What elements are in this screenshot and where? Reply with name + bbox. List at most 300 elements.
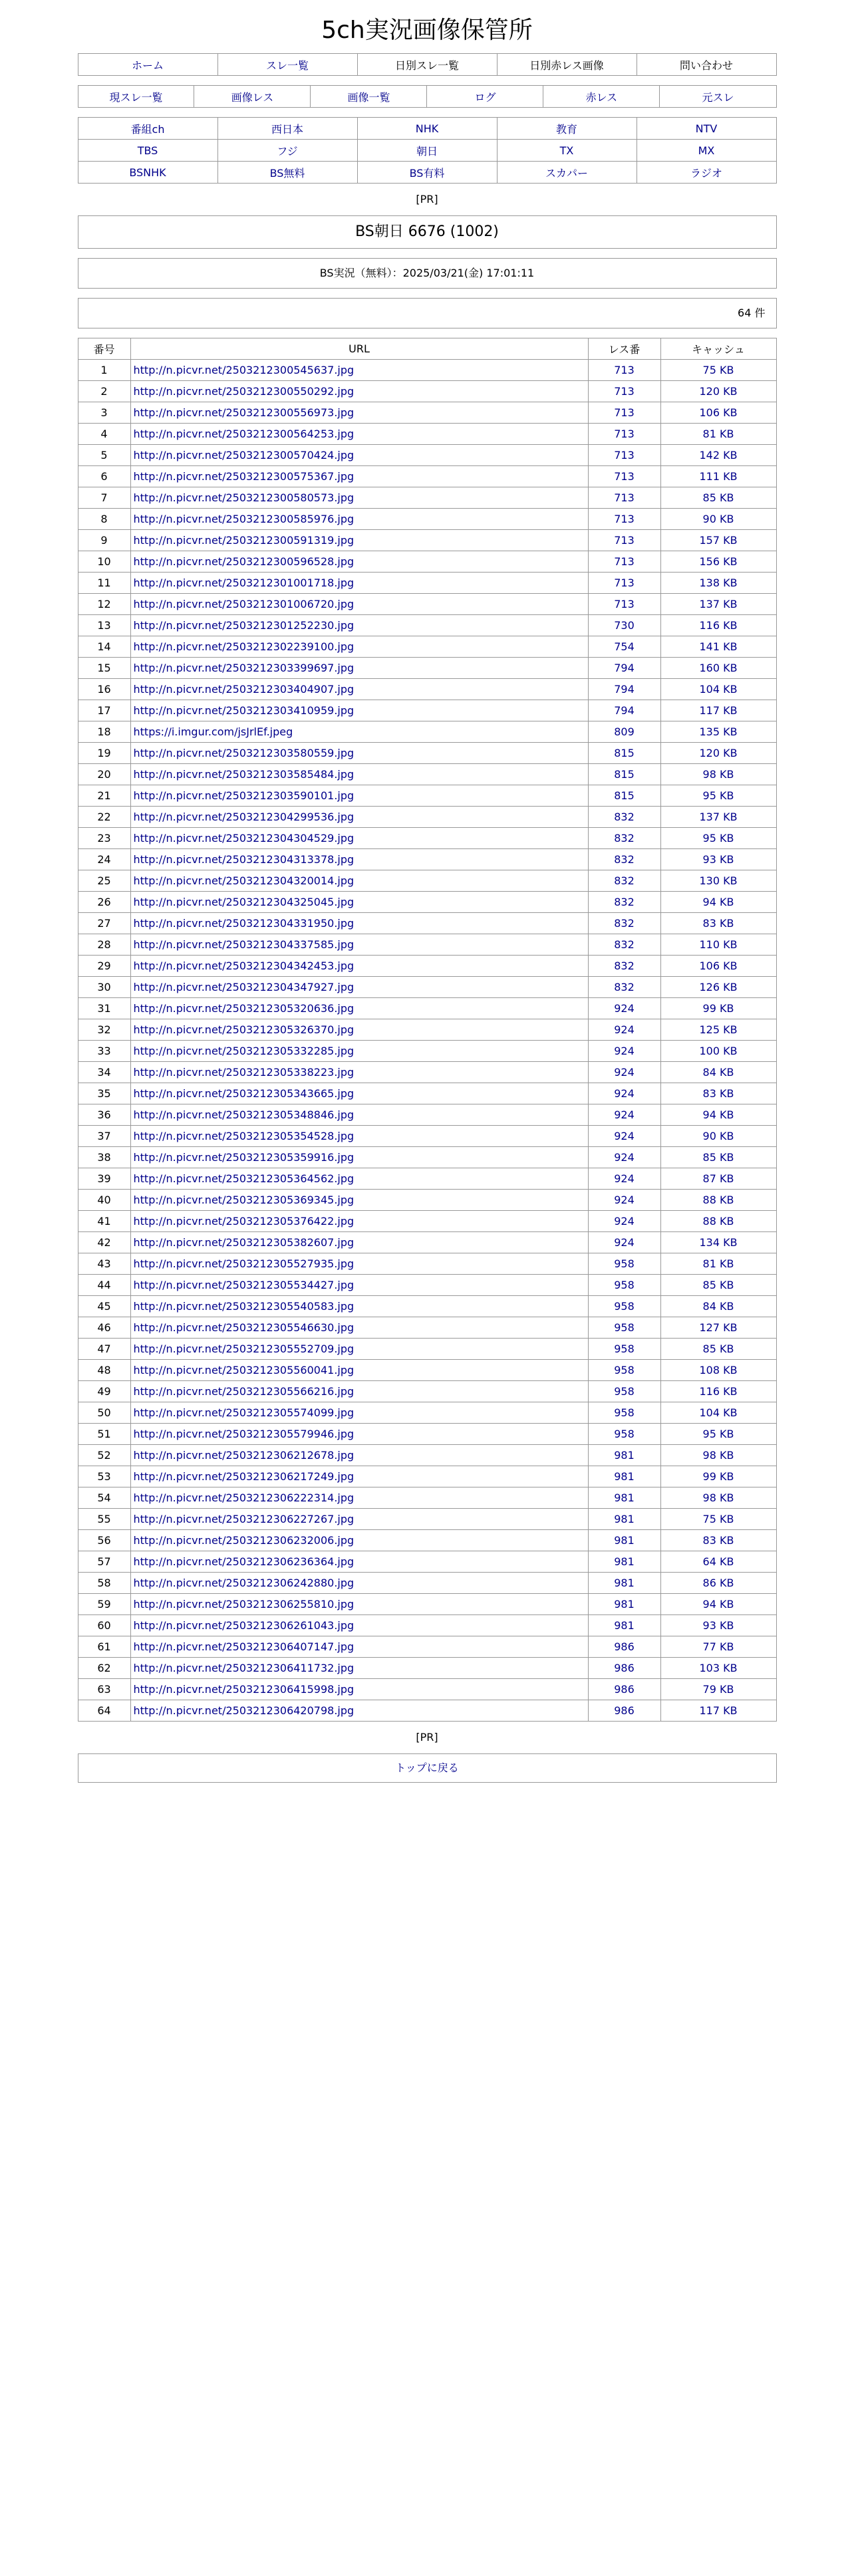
row-res-number[interactable]: 924 (588, 1211, 660, 1232)
row-cache-size[interactable]: 99 KB (660, 1466, 776, 1487)
channel-cell (217, 118, 357, 140)
subnav-red-res-link[interactable]: 赤レス (585, 90, 618, 104)
row-cache-size[interactable]: 134 KB (660, 1232, 776, 1253)
row-cache-size[interactable]: 106 KB (660, 956, 776, 977)
row-res-number[interactable]: 924 (588, 1104, 660, 1126)
image-url-link[interactable]: http://n.picvr.net/2503212300556973.jpg (133, 406, 355, 419)
row-res-number[interactable]: 986 (588, 1679, 660, 1700)
row-cache-size[interactable]: 120 KB (660, 743, 776, 764)
pr-label-top: [PR] (416, 193, 438, 205)
image-url-link[interactable]: http://n.picvr.net/2503212305560041.jpg (133, 1364, 355, 1376)
row-cache-size[interactable]: 85 KB (660, 1275, 776, 1296)
table-row (78, 509, 776, 530)
subnav-cell-log (427, 86, 543, 108)
row-res-number[interactable]: 713 (588, 594, 660, 615)
row-res-number[interactable]: 958 (588, 1424, 660, 1445)
row-cache-size[interactable]: 75 KB (660, 360, 776, 381)
row-url-cell (130, 1424, 588, 1445)
row-cache-size[interactable]: 84 KB (660, 1062, 776, 1083)
image-url-link[interactable]: http://n.picvr.net/2503212303404907.jpg (133, 683, 355, 696)
row-number: 31 (78, 998, 130, 1019)
row-res-number[interactable]: 958 (588, 1402, 660, 1424)
image-url-link[interactable]: http://n.picvr.net/2503212301001718.jpg (133, 577, 355, 589)
row-number: 25 (78, 870, 130, 892)
image-url-link[interactable]: http://n.picvr.net/2503212303590101.jpg (133, 789, 355, 802)
row-cache-size[interactable]: 103 KB (660, 1658, 776, 1679)
image-url-link[interactable]: http://n.picvr.net/2503212300564253.jpg (133, 428, 355, 440)
row-cache-size[interactable]: 85 KB (660, 1339, 776, 1360)
row-cache-size[interactable]: 64 KB (660, 1551, 776, 1573)
row-url-cell (130, 721, 588, 743)
image-url-link[interactable]: http://n.picvr.net/2503212306232006.jpg (133, 1534, 355, 1547)
row-cache-size[interactable]: 98 KB (660, 764, 776, 785)
nav-thread-list-link[interactable]: スレ一覧 (265, 59, 309, 72)
row-res-number[interactable]: 832 (588, 934, 660, 956)
channel-link-asahi[interactable]: 朝日 (416, 144, 438, 158)
row-res-number[interactable]: 713 (588, 424, 660, 445)
row-cache-size[interactable]: 104 KB (660, 1402, 776, 1424)
table-row (78, 1700, 776, 1722)
row-number: 19 (78, 743, 130, 764)
row-res-number[interactable]: 713 (588, 573, 660, 594)
row-res-number[interactable]: 832 (588, 849, 660, 870)
row-res-number[interactable]: 981 (588, 1487, 660, 1509)
row-url-cell (130, 551, 588, 573)
row-cache-size[interactable]: 138 KB (660, 573, 776, 594)
image-url-link[interactable]: http://n.picvr.net/2503212303585484.jpg (133, 768, 355, 781)
row-cache-size[interactable]: 88 KB (660, 1211, 776, 1232)
row-cache-size[interactable]: 83 KB (660, 1083, 776, 1104)
row-cache-size[interactable]: 104 KB (660, 679, 776, 700)
row-cache-size[interactable]: 85 KB (660, 487, 776, 509)
row-cache-size[interactable]: 137 KB (660, 807, 776, 828)
row-res-number[interactable]: 981 (588, 1445, 660, 1466)
row-number: 38 (78, 1147, 130, 1168)
table-row (78, 551, 776, 573)
back-to-top-link[interactable]: トップに戻る (395, 1761, 459, 1774)
channel-cell (78, 118, 217, 140)
image-url-link[interactable]: http://n.picvr.net/2503212300545637.jpg (133, 364, 355, 376)
row-url-cell (130, 849, 588, 870)
image-url-link[interactable]: http://n.picvr.net/2503212306407147.jpg (133, 1640, 355, 1653)
table-row (78, 1168, 776, 1190)
nav-cell-daily-red (497, 54, 637, 76)
image-url-link[interactable]: http://n.picvr.net/2503212303410959.jpg (133, 704, 355, 717)
row-number: 18 (78, 721, 130, 743)
row-cache-size[interactable]: 116 KB (660, 1381, 776, 1402)
image-url-link[interactable]: http://n.picvr.net/2503212305382607.jpg (133, 1236, 355, 1249)
row-number: 16 (78, 679, 130, 700)
image-url-link[interactable]: http://n.picvr.net/2503212304342453.jpg (133, 960, 355, 972)
image-url-link[interactable]: http://n.picvr.net/2503212301252230.jpg (133, 619, 355, 632)
channel-cell (217, 162, 357, 184)
image-url-link[interactable]: http://n.picvr.net/2503212306222314.jpg (133, 1491, 355, 1504)
row-res-number[interactable]: 713 (588, 509, 660, 530)
row-cache-size[interactable]: 85 KB (660, 1147, 776, 1168)
channel-link-bangumi[interactable]: 番組ch (130, 122, 165, 136)
row-res-number[interactable]: 981 (588, 1615, 660, 1636)
image-url-link[interactable]: http://n.picvr.net/2503212302239100.jpg (133, 640, 355, 653)
row-cache-size[interactable]: 157 KB (660, 530, 776, 551)
row-number: 30 (78, 977, 130, 998)
row-cache-size[interactable]: 93 KB (660, 1615, 776, 1636)
row-cache-size[interactable]: 79 KB (660, 1679, 776, 1700)
table-row (78, 1083, 776, 1104)
row-cache-size[interactable]: 95 KB (660, 1424, 776, 1445)
row-cache-size[interactable]: 111 KB (660, 466, 776, 487)
image-url-link[interactable]: http://n.picvr.net/2503212305320636.jpg (133, 1002, 355, 1015)
row-res-number[interactable]: 958 (588, 1275, 660, 1296)
row-res-number[interactable]: 832 (588, 807, 660, 828)
row-res-number[interactable]: 924 (588, 1168, 660, 1190)
row-res-number[interactable]: 981 (588, 1466, 660, 1487)
row-cache-size[interactable]: 83 KB (660, 1530, 776, 1551)
row-number: 13 (78, 615, 130, 636)
channel-link-tx[interactable]: TX (559, 144, 574, 157)
channel-link-ntv[interactable]: NTV (695, 122, 718, 135)
image-url-link[interactable]: http://n.picvr.net/2503212300570424.jpg (133, 449, 355, 461)
image-url-link[interactable]: http://n.picvr.net/2503212300591319.jpg (133, 534, 355, 547)
image-url-link[interactable]: http://n.picvr.net/2503212306261043.jpg (133, 1619, 355, 1632)
row-res-number[interactable]: 924 (588, 1126, 660, 1147)
row-res-number[interactable]: 958 (588, 1253, 660, 1275)
row-cache-size[interactable]: 108 KB (660, 1360, 776, 1381)
image-url-link[interactable]: http://n.picvr.net/2503212304347927.jpg (133, 981, 355, 993)
row-cache-size[interactable]: 116 KB (660, 615, 776, 636)
row-number: 12 (78, 594, 130, 615)
image-url-link[interactable]: http://n.picvr.net/2503212304325045.jpg (133, 896, 355, 908)
image-url-link[interactable]: http://n.picvr.net/2503212305364562.jpg (133, 1172, 355, 1185)
image-url-link[interactable]: http://n.picvr.net/2503212305376422.jpg (133, 1215, 355, 1227)
row-res-number[interactable]: 924 (588, 1041, 660, 1062)
image-url-link[interactable]: http://n.picvr.net/2503212306415998.jpg (133, 1683, 355, 1696)
row-url-cell (130, 573, 588, 594)
image-url-link[interactable]: http://n.picvr.net/2503212306217249.jpg (133, 1470, 355, 1483)
row-res-number[interactable]: 832 (588, 892, 660, 913)
image-url-link[interactable]: http://n.picvr.net/2503212300585976.jpg (133, 513, 355, 525)
row-res-number[interactable]: 986 (588, 1636, 660, 1658)
channel-link-bsnhk[interactable]: BSNHK (129, 166, 166, 179)
row-cache-size[interactable]: 117 KB (660, 700, 776, 721)
table-row (78, 636, 776, 658)
row-res-number[interactable]: 958 (588, 1339, 660, 1360)
subnav-current-threads-link[interactable]: 現スレ一覧 (109, 90, 163, 104)
row-cache-size[interactable]: 94 KB (660, 1104, 776, 1126)
channel-link-radio[interactable]: ラジオ (690, 166, 722, 180)
row-number: 39 (78, 1168, 130, 1190)
table-header-row (78, 338, 776, 360)
row-res-number[interactable]: 958 (588, 1360, 660, 1381)
table-row (78, 1126, 776, 1147)
row-res-number[interactable]: 981 (588, 1551, 660, 1573)
table-row (78, 1253, 776, 1275)
image-url-link[interactable]: http://n.picvr.net/2503212305348846.jpg (133, 1108, 355, 1121)
channel-cell (357, 118, 497, 140)
row-res-number[interactable]: 713 (588, 530, 660, 551)
image-url-link[interactable]: http://n.picvr.net/2503212304304529.jpg (133, 832, 355, 844)
row-cache-size[interactable]: 81 KB (660, 1253, 776, 1275)
row-cache-size[interactable]: 156 KB (660, 551, 776, 573)
row-cache-size[interactable]: 142 KB (660, 445, 776, 466)
image-url-link[interactable]: http://n.picvr.net/2503212305332285.jpg (133, 1045, 355, 1057)
row-cache-size[interactable]: 110 KB (660, 934, 776, 956)
row-url-cell (130, 1339, 588, 1360)
row-number: 14 (78, 636, 130, 658)
image-url-link[interactable]: http://n.picvr.net/2503212306242880.jpg (133, 1577, 355, 1589)
row-url-cell (130, 870, 588, 892)
channel-cell (637, 162, 776, 184)
row-cache-size[interactable]: 127 KB (660, 1317, 776, 1339)
row-res-number[interactable]: 713 (588, 360, 660, 381)
row-url-cell (130, 764, 588, 785)
row-number: 41 (78, 1211, 130, 1232)
image-url-link[interactable]: http://n.picvr.net/2503212304320014.jpg (133, 874, 355, 887)
row-res-number[interactable]: 809 (588, 721, 660, 743)
row-cache-size[interactable]: 135 KB (660, 721, 776, 743)
row-res-number[interactable]: 794 (588, 679, 660, 700)
row-cache-size[interactable]: 77 KB (660, 1636, 776, 1658)
row-number: 35 (78, 1083, 130, 1104)
row-res-number[interactable]: 924 (588, 998, 660, 1019)
page-container (78, 15, 777, 1783)
image-url-link[interactable]: http://n.picvr.net/2503212305566216.jpg (133, 1385, 355, 1398)
row-res-number[interactable]: 713 (588, 402, 660, 424)
channel-link-fuji[interactable]: フジ (277, 144, 298, 158)
header-num: 番号 (78, 338, 130, 360)
image-url-link[interactable]: http://n.picvr.net/2503212305359916.jpg (133, 1151, 355, 1164)
image-url-link[interactable]: http://n.picvr.net/2503212305338223.jpg (133, 1066, 355, 1079)
pr-label-bottom: [PR] (416, 1731, 438, 1743)
image-url-link[interactable]: http://n.picvr.net/2503212304299536.jpg (133, 811, 355, 823)
row-url-cell (130, 1402, 588, 1424)
image-url-link[interactable]: http://n.picvr.net/2503212303580559.jpg (133, 747, 355, 759)
table-row (78, 1317, 776, 1339)
row-res-number[interactable]: 713 (588, 551, 660, 573)
row-res-number[interactable]: 832 (588, 870, 660, 892)
table-row (78, 1360, 776, 1381)
row-cache-size[interactable]: 120 KB (660, 381, 776, 402)
row-res-number[interactable]: 924 (588, 1062, 660, 1083)
row-res-number[interactable]: 832 (588, 913, 660, 934)
table-row (78, 1615, 776, 1636)
row-res-number[interactable]: 986 (588, 1700, 660, 1722)
row-cache-size[interactable]: 100 KB (660, 1041, 776, 1062)
row-cache-size[interactable]: 141 KB (660, 636, 776, 658)
image-url-link[interactable]: http://n.picvr.net/2503212305534427.jpg (133, 1279, 355, 1291)
row-url-cell (130, 679, 588, 700)
row-cache-size[interactable]: 86 KB (660, 1573, 776, 1594)
row-res-number[interactable]: 986 (588, 1658, 660, 1679)
row-number: 1 (78, 360, 130, 381)
row-cache-size[interactable]: 125 KB (660, 1019, 776, 1041)
row-res-number[interactable]: 815 (588, 764, 660, 785)
image-url-link[interactable]: http://n.picvr.net/2503212305326370.jpg (133, 1023, 355, 1036)
row-cache-size[interactable]: 117 KB (660, 1700, 776, 1722)
image-url-link[interactable]: https://i.imgur.com/jsJrlEf.jpeg (133, 725, 293, 738)
image-url-link[interactable]: http://n.picvr.net/2503212305540583.jpg (133, 1300, 355, 1313)
image-url-link[interactable]: http://n.picvr.net/2503212306411732.jpg (133, 1662, 355, 1674)
channel-link-nishinihon[interactable]: 西日本 (271, 122, 303, 136)
image-url-link[interactable]: http://n.picvr.net/2503212300596528.jpg (133, 555, 355, 568)
image-url-link[interactable]: http://n.picvr.net/2503212304337585.jpg (133, 938, 355, 951)
row-res-number[interactable]: 958 (588, 1381, 660, 1402)
site-title: 5ch実況画像保管所 (321, 17, 533, 44)
row-res-number[interactable]: 924 (588, 1019, 660, 1041)
row-url-cell (130, 466, 588, 487)
row-cache-size[interactable]: 95 KB (660, 828, 776, 849)
row-res-number[interactable]: 924 (588, 1190, 660, 1211)
image-url-link[interactable]: http://n.picvr.net/2503212305369345.jpg (133, 1194, 355, 1206)
row-res-number[interactable]: 958 (588, 1317, 660, 1339)
row-cache-size[interactable]: 83 KB (660, 913, 776, 934)
table-row (78, 1466, 776, 1487)
row-url-cell (130, 1126, 588, 1147)
row-url-cell (130, 530, 588, 551)
table-row (78, 1551, 776, 1573)
row-res-number[interactable]: 924 (588, 1232, 660, 1253)
nav-daily-threads-label: 日別スレ一覧 (394, 59, 459, 72)
table-row (78, 1487, 776, 1509)
row-res-number[interactable]: 981 (588, 1594, 660, 1615)
row-cache-size[interactable]: 99 KB (660, 998, 776, 1019)
row-number: 42 (78, 1232, 130, 1253)
subnav-image-list-link[interactable]: 画像一覧 (347, 90, 390, 104)
row-url-cell (130, 1594, 588, 1615)
row-cache-size[interactable]: 94 KB (660, 892, 776, 913)
row-res-number[interactable]: 832 (588, 977, 660, 998)
row-number: 46 (78, 1317, 130, 1339)
channel-cell (637, 118, 776, 140)
image-url-link[interactable]: http://n.picvr.net/2503212305354528.jpg (133, 1130, 355, 1142)
channel-link-kyoiku[interactable]: 教育 (555, 122, 577, 136)
channel-link-nhk[interactable]: NHK (415, 122, 439, 135)
image-url-link[interactable]: http://n.picvr.net/2503212300550292.jpg (133, 385, 355, 398)
image-url-link[interactable]: http://n.picvr.net/2503212300580573.jpg (133, 491, 355, 504)
nav-daily-red-images-label: 日別赤レス画像 (529, 59, 604, 72)
row-cache-size[interactable]: 93 KB (660, 849, 776, 870)
image-url-link[interactable]: http://n.picvr.net/2503212304331950.jpg (133, 917, 355, 930)
row-cache-size[interactable]: 160 KB (660, 658, 776, 679)
row-res-number[interactable]: 832 (588, 956, 660, 977)
image-url-link[interactable]: http://n.picvr.net/2503212306255810.jpg (133, 1598, 355, 1610)
row-res-number[interactable]: 713 (588, 466, 660, 487)
table-row (78, 700, 776, 721)
row-res-number[interactable]: 981 (588, 1573, 660, 1594)
row-cache-size[interactable]: 126 KB (660, 977, 776, 998)
row-res-number[interactable]: 713 (588, 381, 660, 402)
image-url-link[interactable]: http://n.picvr.net/2503212306227267.jpg (133, 1513, 355, 1525)
image-url-link[interactable]: http://n.picvr.net/2503212300575367.jpg (133, 470, 355, 483)
row-res-number[interactable]: 832 (588, 828, 660, 849)
row-cache-size[interactable]: 106 KB (660, 402, 776, 424)
row-cache-size[interactable]: 90 KB (660, 509, 776, 530)
row-cache-size[interactable]: 130 KB (660, 870, 776, 892)
nav-cell-daily-threads (357, 54, 497, 76)
row-res-number[interactable]: 794 (588, 700, 660, 721)
image-url-link[interactable]: http://n.picvr.net/2503212305574099.jpg (133, 1406, 355, 1419)
row-res-number[interactable]: 815 (588, 743, 660, 764)
table-row (78, 1104, 776, 1126)
row-cache-size[interactable]: 98 KB (660, 1487, 776, 1509)
row-url-cell (130, 1658, 588, 1679)
row-number: 10 (78, 551, 130, 573)
row-cache-size[interactable]: 87 KB (660, 1168, 776, 1190)
channel-cell (497, 140, 637, 162)
table-row (78, 594, 776, 615)
row-cache-size[interactable]: 88 KB (660, 1190, 776, 1211)
row-cache-size[interactable]: 81 KB (660, 424, 776, 445)
thread-info: BS実況（無料）：2025/03/21(金) 17:01:11 (78, 258, 777, 289)
row-cache-size[interactable]: 95 KB (660, 785, 776, 807)
row-number: 21 (78, 785, 130, 807)
channel-link-tbs[interactable]: TBS (137, 144, 158, 157)
row-res-number[interactable]: 713 (588, 487, 660, 509)
row-res-number[interactable]: 754 (588, 636, 660, 658)
row-res-number[interactable]: 924 (588, 1083, 660, 1104)
row-url-cell (130, 1636, 588, 1658)
channel-link-bs-free[interactable]: BS無料 (269, 166, 305, 180)
row-res-number[interactable]: 794 (588, 658, 660, 679)
row-res-number[interactable]: 815 (588, 785, 660, 807)
row-res-number[interactable]: 730 (588, 615, 660, 636)
row-number: 29 (78, 956, 130, 977)
subnav-image-res-link[interactable]: 画像レス (231, 90, 274, 104)
image-url-link[interactable]: http://n.picvr.net/2503212306236364.jpg (133, 1555, 355, 1568)
table-row (78, 934, 776, 956)
subnav-cell-current (78, 86, 194, 108)
row-cache-size[interactable]: 75 KB (660, 1509, 776, 1530)
row-cache-size[interactable]: 84 KB (660, 1296, 776, 1317)
table-row (78, 870, 776, 892)
channel-link-mx[interactable]: MX (698, 144, 715, 157)
channel-link-bs-paid[interactable]: BS有料 (409, 166, 445, 180)
table-row (78, 1530, 776, 1551)
row-url-cell (130, 934, 588, 956)
table-row (78, 1636, 776, 1658)
table-row (78, 466, 776, 487)
sub-nav (78, 85, 777, 108)
image-url-link[interactable]: http://n.picvr.net/2503212305343665.jpg (133, 1087, 355, 1100)
row-res-number[interactable]: 713 (588, 445, 660, 466)
row-cache-size[interactable]: 137 KB (660, 594, 776, 615)
row-cache-size[interactable]: 90 KB (660, 1126, 776, 1147)
row-res-number[interactable]: 981 (588, 1509, 660, 1530)
image-url-link[interactable]: http://n.picvr.net/2503212305546630.jpg (133, 1321, 355, 1334)
row-cache-size[interactable]: 98 KB (660, 1445, 776, 1466)
image-url-link[interactable]: http://n.picvr.net/2503212305527935.jpg (133, 1257, 355, 1270)
row-url-cell (130, 1041, 588, 1062)
row-url-cell (130, 743, 588, 764)
image-url-link[interactable]: http://n.picvr.net/2503212305579946.jpg (133, 1428, 355, 1440)
image-url-link[interactable]: http://n.picvr.net/2503212303399697.jpg (133, 662, 355, 674)
image-url-link[interactable]: http://n.picvr.net/2503212306420798.jpg (133, 1704, 355, 1717)
row-number: 48 (78, 1360, 130, 1381)
row-res-number[interactable]: 981 (588, 1530, 660, 1551)
nav-home-link[interactable]: ホーム (131, 59, 164, 72)
row-res-number[interactable]: 958 (588, 1296, 660, 1317)
row-res-number[interactable]: 924 (588, 1147, 660, 1168)
image-url-link[interactable]: http://n.picvr.net/2503212305552709.jpg (133, 1343, 355, 1355)
channel-link-skyperfect[interactable]: スカパー (545, 166, 588, 180)
image-url-link[interactable]: http://n.picvr.net/2503212304313378.jpg (133, 853, 355, 866)
row-number: 60 (78, 1615, 130, 1636)
subnav-source-thread-link[interactable]: 元スレ (702, 90, 734, 104)
image-url-link[interactable]: http://n.picvr.net/2503212301006720.jpg (133, 598, 355, 610)
subnav-log-link[interactable]: ログ (474, 90, 496, 104)
row-number: 32 (78, 1019, 130, 1041)
row-cache-size[interactable]: 94 KB (660, 1594, 776, 1615)
image-url-link[interactable]: http://n.picvr.net/2503212306212678.jpg (133, 1449, 355, 1462)
